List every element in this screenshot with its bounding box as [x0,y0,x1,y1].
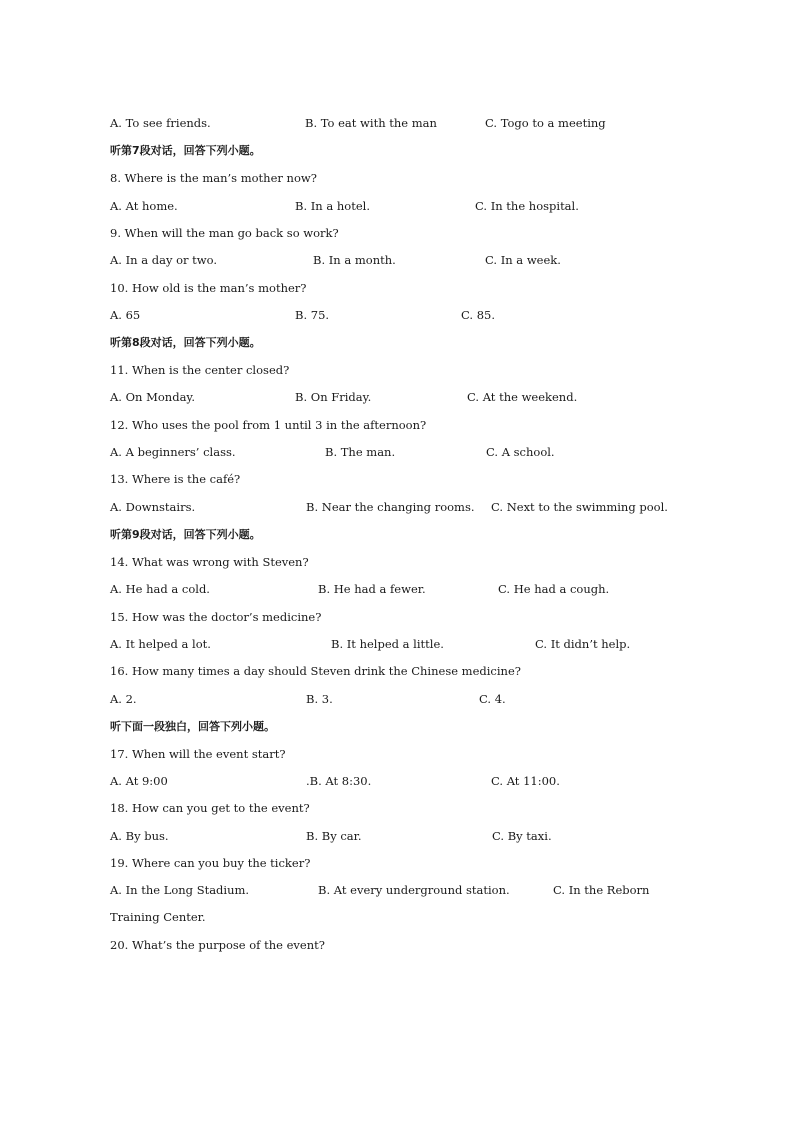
answer-option: B. By car. [306,829,362,843]
answer-option: A. 65 [110,308,141,322]
answer-option: A. At 9:00 [110,774,168,788]
answer-option: C. In the Reborn [553,883,650,897]
question-text: Training Center. [110,910,206,924]
answer-option: A. By bus. [110,829,169,843]
answer-option: B. In a hotel. [295,199,370,213]
question-text: 10. How old is the man’s mother? [110,281,307,295]
question-text: 17. When will the event start? [110,747,286,761]
answer-option: B. On Friday. [295,390,372,404]
answer-option: A. A beginners’ class. [110,445,236,459]
question-text: 12. Who uses the pool from 1 until 3 in the afternoon? [110,418,427,432]
question-text: 13. Where is the café? [110,472,241,486]
answer-option: B. In a month. [313,253,396,267]
answer-option: A. 2. [110,692,137,706]
answer-option: B. 75. [295,308,330,322]
answer-option: A. It helped a lot. [110,637,211,651]
answer-option: B. To eat with the man [305,116,437,130]
answer-option: C. A school. [486,445,555,459]
question-text: 16. How many times a day should Steven drink the Chinese medicine? [110,664,521,678]
answer-option: C. 85. [461,308,495,322]
section-heading: 听第7段对话，回答下列小题。 [110,144,261,157]
answer-option: .B. At 8:30. [306,774,372,788]
answer-option: C. In the hospital. [475,199,579,213]
answer-option: B. He had a fewer. [318,582,426,596]
answer-option: A. On Monday. [110,390,196,404]
section-heading: 听第8段对话，回答下列小题。 [110,336,261,349]
answer-option: C. At 11:00. [491,774,560,788]
answer-option: A. Downstairs. [110,500,196,514]
section-heading: 听第9段对话，回答下列小题。 [110,528,261,541]
answer-option: B. It helped a little. [331,637,444,651]
answer-option: A. At home. [110,199,178,213]
answer-option: A. In the Long Stadium. [110,883,250,897]
question-text: 15. How was the doctor’s medicine? [110,610,322,624]
answer-option: A. To see friends. [110,116,211,130]
question-text: 11. When is the center closed? [110,363,290,377]
answer-option: C. It didn’t help. [535,637,631,651]
answer-option: A. He had a cold. [110,582,210,596]
answer-option: A. In a day or two. [110,253,218,267]
question-text: 8. Where is the man’s mother now? [110,171,317,185]
answer-option: C. He had a cough. [498,582,610,596]
answer-option: C. In a week. [485,253,561,267]
answer-option: B. At every underground station. [318,883,510,897]
question-text: 9. When will the man go back so work? [110,226,339,240]
question-text: 18. How can you get to the event? [110,801,310,815]
answer-option: C. Togo to a meeting [485,116,606,130]
question-text: 19. Where can you buy the ticker? [110,856,311,870]
answer-option: B. 3. [306,692,333,706]
answer-option: C. By taxi. [492,829,552,843]
question-text: 14. What was wrong with Steven? [110,555,309,569]
answer-option: C. At the weekend. [467,390,578,404]
answer-option: C. 4. [479,692,506,706]
answer-option: B. Near the changing rooms. [306,500,475,514]
section-heading: 听下面一段独白，回答下列小题。 [110,720,275,733]
answer-option: C. Next to the swimming pool. [491,500,668,514]
question-text: 20. What’s the purpose of the event? [110,938,325,952]
answer-option: B. The man. [325,445,396,459]
